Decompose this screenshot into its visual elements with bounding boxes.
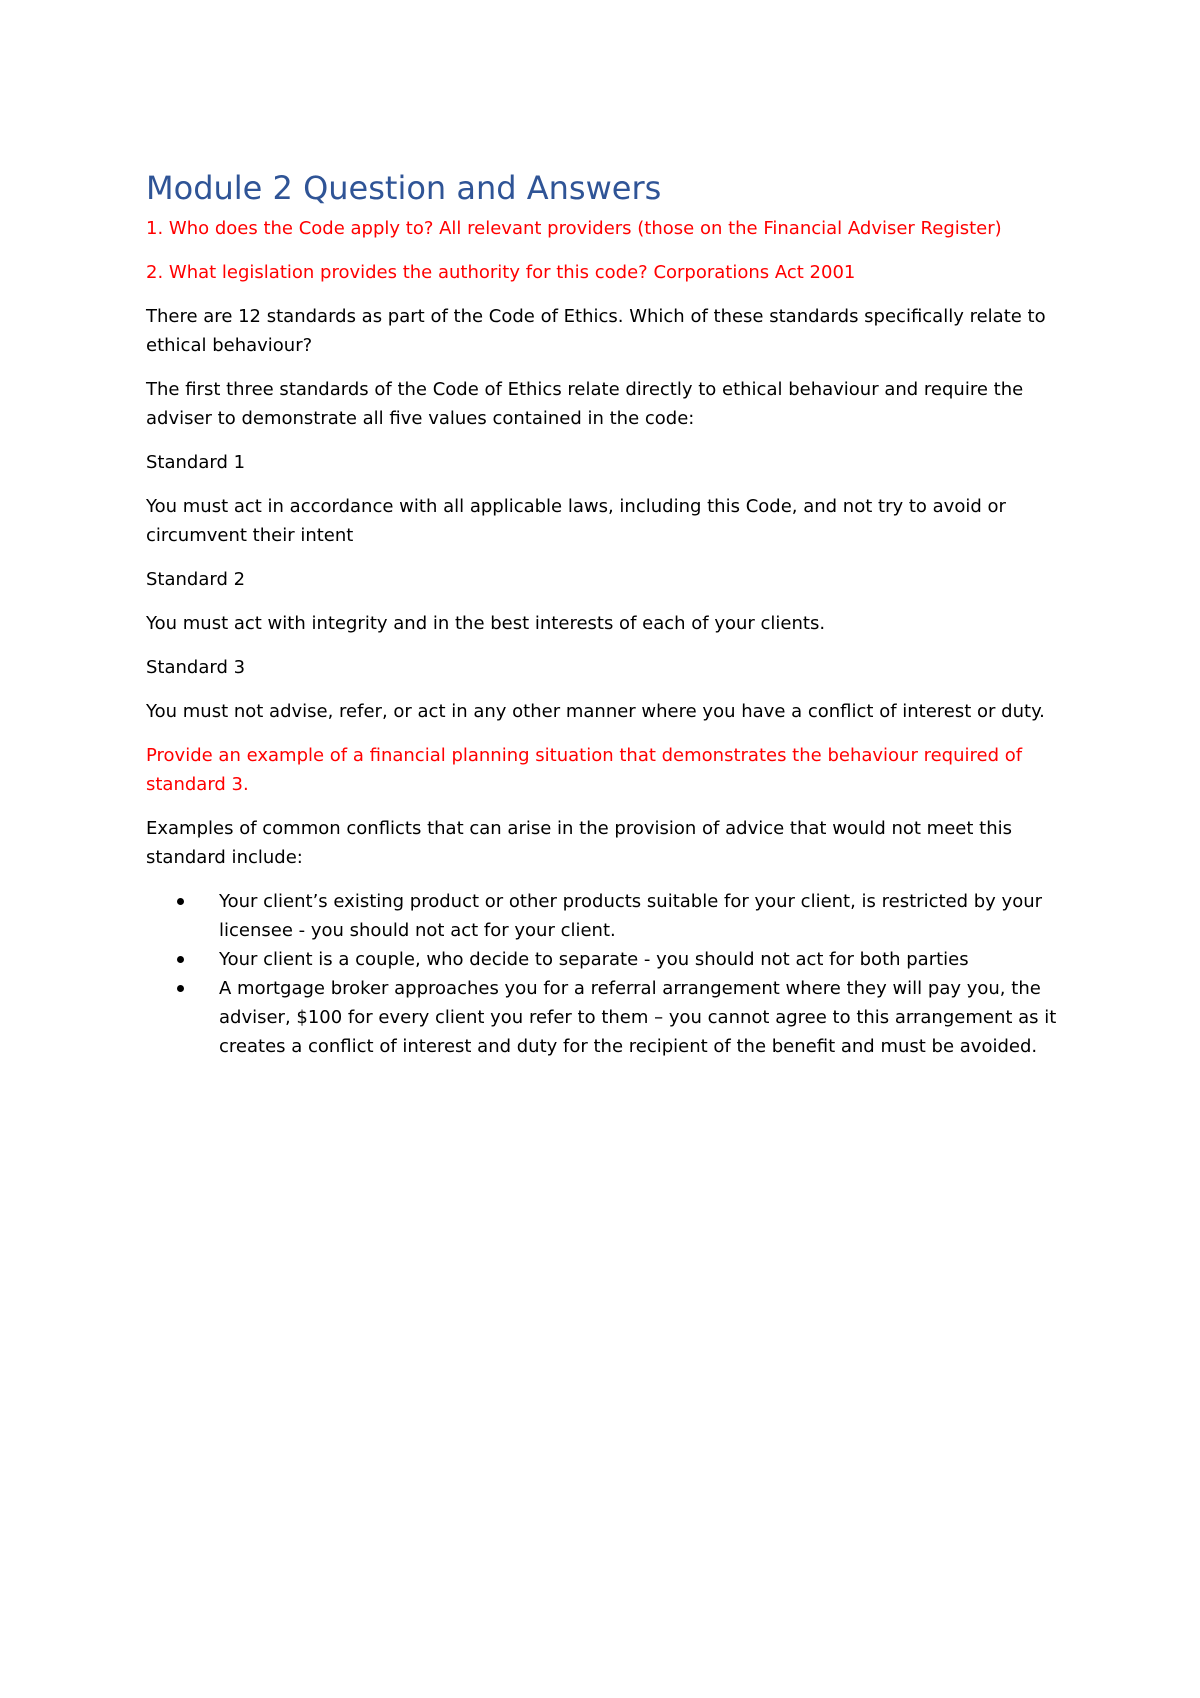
question-2: 2. What legislation provides the authority for this code? Corporations Act 2001: [146, 262, 856, 283]
bullet-icon: [177, 956, 184, 963]
list-item-text: Your client is a couple, who decide to separate - you should not act for both parties: [219, 949, 969, 970]
bullet-icon: [177, 985, 184, 992]
standard-2-label: Standard 2: [146, 569, 246, 590]
examples-list: [146, 887, 1066, 1061]
list-item: [146, 974, 1066, 1061]
standard-1-label: Standard 1: [146, 452, 246, 473]
standard-3-label: Standard 3: [146, 657, 246, 678]
page-title: Module 2 Question and Answers: [146, 169, 662, 207]
examples-intro: Examples of common conflicts that can arise in the provision of advice that would not meet this standard include:: [146, 818, 1012, 868]
standard-2-text: You must act with integrity and in the best interests of each of your clients.: [146, 613, 826, 634]
list-item-text: A mortgage broker approaches you for a referral arrangement where they will pay you, the adviser, $100 for every client you refer to them – you cannot agree to this arrangement as it creates a conflict of interest and duty for the recipient of the benefit and must be avoided.: [219, 978, 1057, 1057]
list-item: [146, 887, 1066, 945]
list-item-text: Your client’s existing product or other products suitable for your client, is restricted by your licensee - you should not act for your client.: [219, 891, 1043, 941]
question-1: 1. Who does the Code apply to? All relevant providers (those on the Financial Adviser Register): [146, 218, 1002, 239]
first-three-paragraph: The first three standards of the Code of Ethics relate directly to ethical behaviour and require the adviser to demonstrate all five values contained in the code:: [146, 379, 1024, 429]
standard-3-text: You must not advise, refer, or act in any other manner where you have a conflict of interest or duty.: [146, 701, 1045, 722]
intro-paragraph: There are 12 standards as part of the Code of Ethics. Which of these standards specifically relate to ethical behaviour?: [146, 306, 1046, 356]
list-item: [146, 945, 1066, 974]
standard-1-text: You must act in accordance with all applicable laws, including this Code, and not try to avoid or circumvent their intent: [146, 496, 1006, 546]
bullet-icon: [177, 898, 184, 905]
document-body: [146, 168, 1066, 1061]
example-question: Provide an example of a financial planning situation that demonstrates the behaviour required of standard 3.: [146, 745, 1023, 795]
